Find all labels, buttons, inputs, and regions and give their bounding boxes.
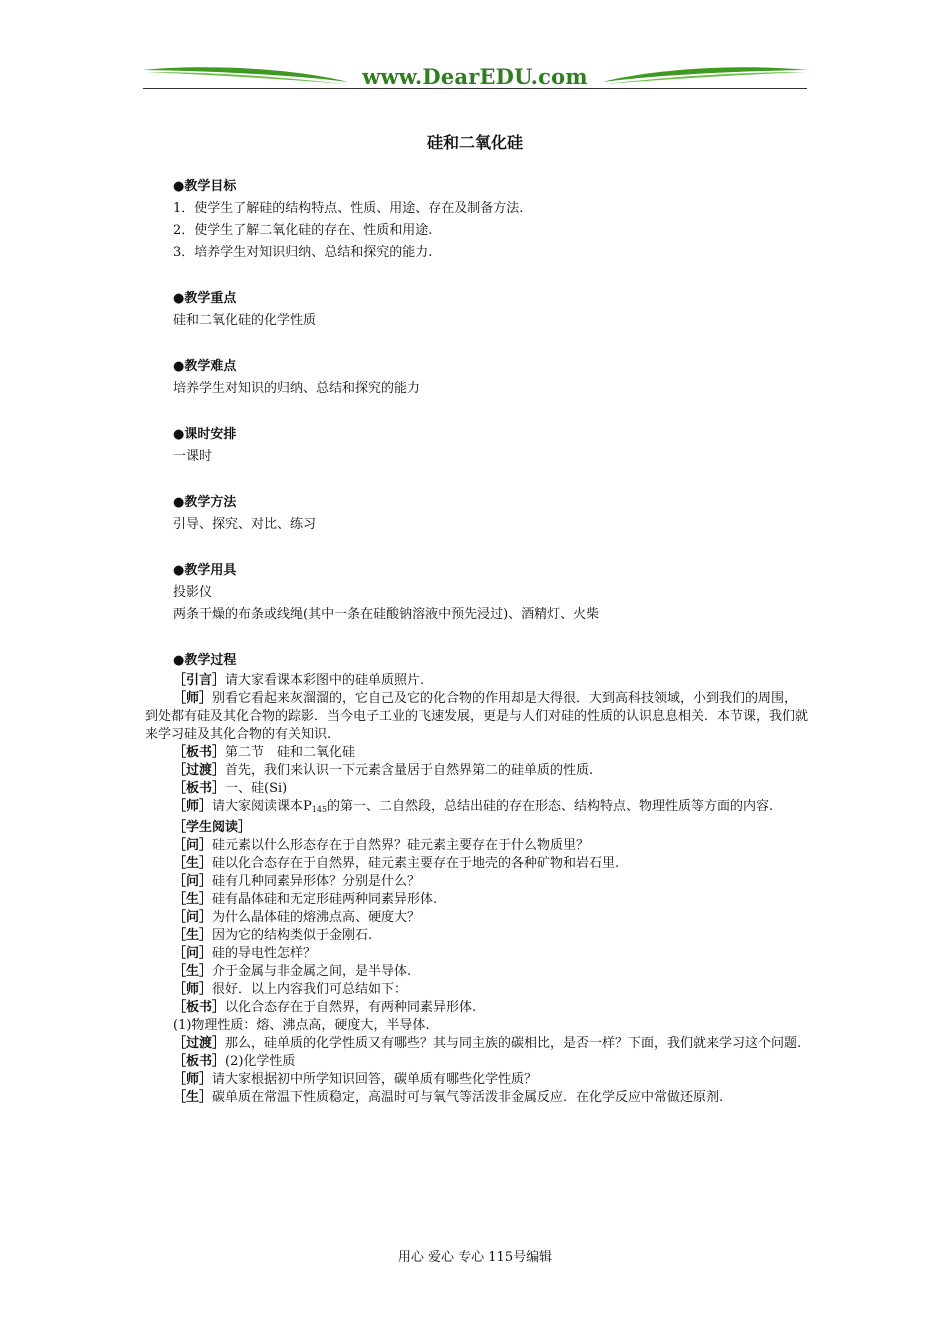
line-text: 硅元素以什么形态存在于自然界？硅元素主要存在于什么物质里？ <box>212 838 590 853</box>
role-tag: ［生］ <box>173 1090 213 1105</box>
dialogue-line <box>145 672 809 690</box>
section-heading: ●教学目标 <box>173 179 237 194</box>
dialogue-line <box>145 927 809 945</box>
section-heading: ●教学用具 <box>173 563 237 578</box>
section-text: 引导、探究、对比、练习 <box>173 517 317 532</box>
line-text: (1)物理性质：熔、沸点高，硬度大，半导体. <box>173 1018 430 1033</box>
role-tag: ［过渡］ <box>173 1036 226 1051</box>
dialogue-line <box>145 1053 809 1071</box>
dialogue-line <box>145 798 809 819</box>
section-heading: ●教学方法 <box>173 495 237 510</box>
dialogue-line <box>145 963 809 981</box>
line-text: 因为它的结构类似于金刚石. <box>212 928 373 943</box>
dialogue-line <box>145 909 809 927</box>
section-heading: ●课时安排 <box>173 427 237 442</box>
goal-item: 1．使学生了解硅的结构特点、性质、用途、存在及制备方法. <box>173 201 524 216</box>
role-tag: ［生］ <box>173 964 213 979</box>
line-text: 硅有几种同素异形体？分别是什么？ <box>212 874 421 889</box>
dialogue-line <box>145 1017 809 1035</box>
dialogue-line <box>145 1035 809 1053</box>
dialogue-line <box>145 819 809 837</box>
role-tag: ［板书］ <box>173 745 226 760</box>
line-text: 请大家看课本彩图中的硅单质照片. <box>225 673 425 688</box>
page-title: 硅和二氧化硅 <box>426 133 523 152</box>
dialogue-line <box>145 999 809 1017</box>
line-text: 硅以化合态存在于自然界，硅元素主要存在于地壳的各种矿物和岩石里. <box>212 856 620 871</box>
section-schedule <box>145 424 809 468</box>
role-tag: ［生］ <box>173 892 213 907</box>
dialogue-line <box>145 981 809 999</box>
line-text: 以化合态存在于自然界，有两种同素异形体. <box>225 1000 477 1015</box>
line-text: 碳单质在常温下性质稳定，高温时可与氧气等活泼非金属反应．在化学反应中常做还原剂. <box>212 1090 724 1105</box>
role-tag: ［问］ <box>173 874 213 889</box>
role-tag: ［板书］ <box>173 1000 226 1015</box>
section-key-points <box>145 288 809 332</box>
role-tag: ［师］ <box>173 1072 213 1087</box>
line-text: 一、硅(Si) <box>225 781 288 796</box>
section-method <box>145 492 809 536</box>
line-text: 第二节 硅和二氧化硅 <box>225 745 356 760</box>
dialogue-line <box>145 1071 809 1089</box>
dialogue-line <box>145 1089 809 1107</box>
dialogue-line <box>145 873 809 891</box>
role-tag: ［问］ <box>173 910 213 925</box>
section-process <box>145 650 809 1107</box>
dialogue-line <box>145 837 809 855</box>
line-text: 别看它看起来灰溜溜的，它自己及它的化合物的作用却是大得很．大到高科技领域，小到我们的周围，到处都有硅及其化合物的踪影．当今电子工业的飞速发展，更是与人们对硅的性质的认识息息相关．本节课，我们就来学习硅及其化合物的有关知识. <box>145 691 809 742</box>
page-footer: 用心 爱心 专心 115号编辑 <box>397 1250 553 1265</box>
role-tag: ［问］ <box>173 946 213 961</box>
dialogue-line <box>145 780 809 798</box>
line-text: 的第一、二自然段，总结出硅的存在形态、结构特点、物理性质等方面的内容. <box>327 799 774 814</box>
role-tag: ［板书］ <box>173 1054 226 1069</box>
role-tag: ［师］ <box>173 691 213 706</box>
section-text: 硅和二氧化硅的化学性质 <box>173 313 317 328</box>
dialogue-line <box>145 762 809 780</box>
role-tag: ［师］ <box>173 982 213 997</box>
line-text: 首先，我们来认识一下元素含量居于自然界第二的硅单质的性质. <box>225 763 594 778</box>
role-tag: ［板书］ <box>173 781 226 796</box>
line-text: 请大家阅读课本P <box>212 799 312 814</box>
site-logo[interactable]: www.DearEDU.com <box>362 64 588 89</box>
line-text: (2)化学性质 <box>225 1054 296 1069</box>
goal-item: 3．培养学生对知识归纳、总结和探究的能力. <box>173 245 433 260</box>
line-text: 介于金属与非金属之间，是半导体. <box>212 964 412 979</box>
document-body <box>145 176 809 1131</box>
line-text: 硅的导电性怎样？ <box>212 946 317 961</box>
role-tag: ［生］ <box>173 856 213 871</box>
line-text: 那么，硅单质的化学性质又有哪些？其与同主族的碳相比，是否一样？下面，我们就来学习这个问题. <box>225 1036 802 1051</box>
tool-item: 投影仪 <box>173 585 213 600</box>
section-goals <box>145 176 809 264</box>
role-tag: ［学生阅读］ <box>173 820 252 835</box>
role-tag: ［问］ <box>173 838 213 853</box>
goal-item: 2．使学生了解二氧化硅的存在、性质和用途. <box>173 223 433 238</box>
role-tag: ［生］ <box>173 928 213 943</box>
role-tag: ［引言］ <box>173 673 226 688</box>
page-subscript: 145 <box>311 805 328 814</box>
section-heading: ●教学重点 <box>173 291 237 306</box>
tool-item: 两条干燥的布条或线绳(其中一条在硅酸钠溶液中预先浸过)、酒精灯、火柴 <box>173 607 600 622</box>
dialogue-line <box>145 690 809 744</box>
line-text: 为什么晶体硅的熔沸点高、硬度大？ <box>212 910 421 925</box>
dialogue-line <box>145 744 809 762</box>
section-tools <box>145 560 809 626</box>
header-divider <box>143 88 807 89</box>
dialogue-line <box>145 891 809 909</box>
line-text: 很好．以上内容我们可总结如下： <box>212 982 408 997</box>
section-text: 一课时 <box>173 449 213 464</box>
section-difficulty <box>145 356 809 400</box>
role-tag: ［过渡］ <box>173 763 226 778</box>
role-tag: ［师］ <box>173 799 213 814</box>
section-heading: ●教学过程 <box>173 653 237 668</box>
section-heading: ●教学难点 <box>173 359 237 374</box>
dialogue-line <box>145 945 809 963</box>
section-text: 培养学生对知识的归纳、总结和探究的能力 <box>173 381 421 396</box>
line-text: 请大家根据初中所学知识回答，碳单质有哪些化学性质？ <box>212 1072 538 1087</box>
line-text: 硅有晶体硅和无定形硅两种同素异形体. <box>212 892 438 907</box>
dialogue-line <box>145 855 809 873</box>
